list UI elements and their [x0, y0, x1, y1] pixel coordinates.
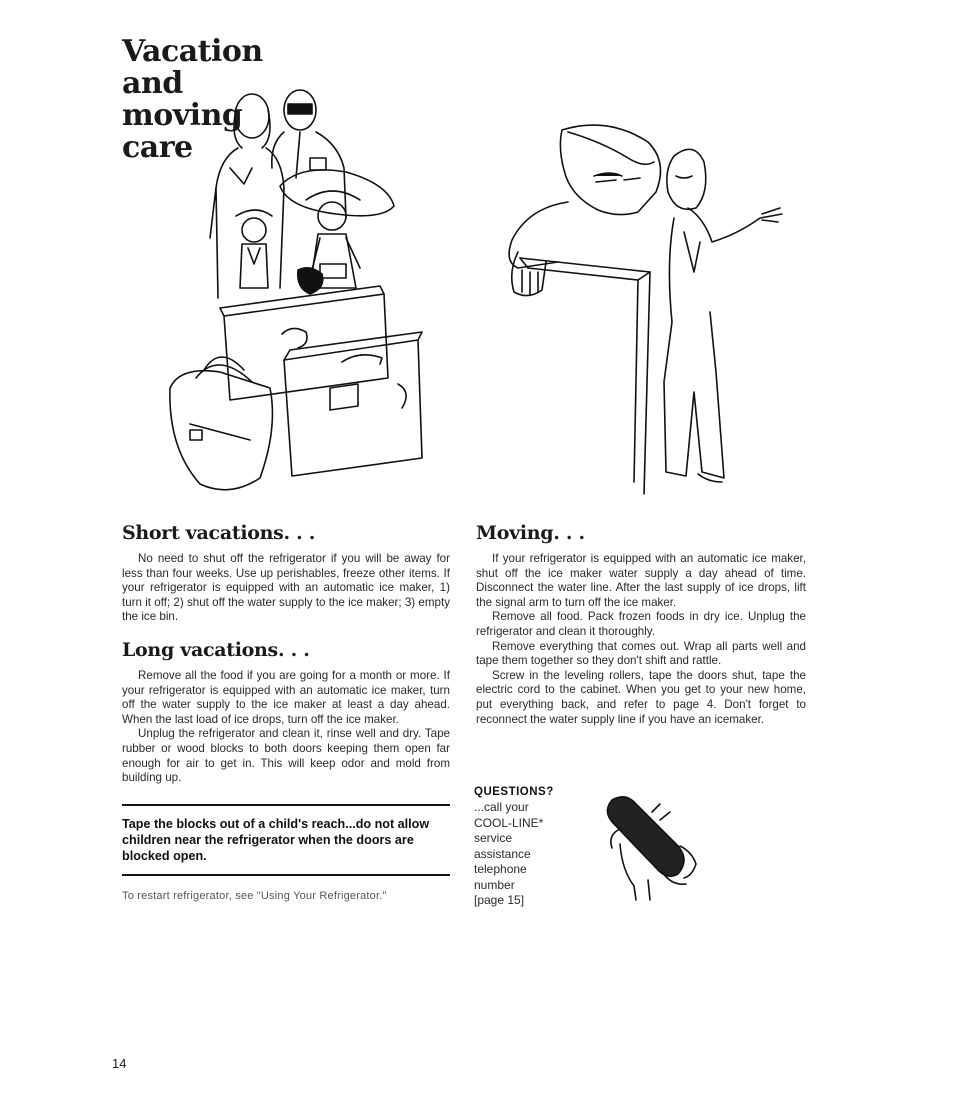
warning-top-rule [122, 804, 450, 806]
questions-line: [page 15] [474, 893, 525, 907]
family-luggage-illustration [160, 88, 440, 500]
moving-text-1: If your refrigerator is equipped with an automatic ice maker, shut off the ice maker water supply a day ahead of time. Disconnect the water line. After the last supply of ice drops, lift the signal arm to turn off the ice maker. [476, 552, 806, 609]
telephone-handset-icon [592, 790, 704, 902]
warning-bottom-rule [122, 874, 450, 876]
long-vacations-text-1: Remove all the food if you are going for a month or more. If your refrigerator is equipped with an automatic ice maker, turn off the water supply to the ice maker at least a day ahead. When the last load of ice drops, turn off the ice maker. [122, 668, 450, 726]
questions-line: COOL-LINE* [474, 815, 544, 830]
moving-heading: Moving. . . [476, 522, 585, 544]
questions-heading: QUESTIONS? [474, 786, 554, 798]
moving-text-4: Screw in the leveling rollers, tape the doors shut, tape the electric cord to the cabinet. When you get to your new home, put everything back, and refer to page 4. Don't forget to reconnect the water supply line if you have an icemaker. [476, 668, 806, 726]
long-vacations-heading: Long vacations. . . [122, 638, 310, 661]
title-line-2: and [122, 66, 183, 101]
moving-text-3: Remove everything that comes out. Wrap all parts well and tape them together so they don't shift and rattle. [476, 639, 806, 668]
page-number: 14 [112, 1056, 127, 1071]
title-line-4: care [122, 130, 193, 165]
questions-line: ...call your [474, 800, 529, 814]
short-vacations-text: No need to shut off the refrigerator if you will be away for less than four weeks. Use up perishables, freeze other items. If your refrigerator is equipped with an automatic ice maker, 1) turn it off; 2) shut off the water supply to the ice maker; 3) empty the ice bin. [122, 552, 450, 624]
questions-line: assistance [474, 846, 531, 861]
moving-text-2: Remove all food. Pack frozen foods in dry ice. Unplug the refrigerator and clean it thoroughly. [476, 610, 806, 638]
short-vacations-heading: Short vacations. . . [122, 522, 316, 544]
questions-line: number [474, 877, 515, 892]
restart-note: To restart refrigerator, see "Using Your Refrigerator." [122, 889, 387, 902]
left-column [122, 522, 450, 902]
title-line-3: moving [122, 98, 243, 133]
right-column [476, 522, 806, 727]
child-safety-warning: Tape the blocks out of a child's reach...do not allow children near the refrigerator when the doors are blocked open. [122, 816, 430, 863]
questions-line: telephone [474, 862, 527, 876]
moving-mirror-illustration [498, 122, 788, 500]
questions-block [474, 786, 594, 909]
title-line-1: Vacation [122, 34, 263, 69]
long-vacations-text-2: Unplug the refrigerator and clean it, rinse well and dry. Tape rubber or wood blocks to both doors keeping them open far enough for air to get in. This will keep odor and mold from building up. [122, 727, 450, 785]
questions-line: service [474, 831, 513, 845]
